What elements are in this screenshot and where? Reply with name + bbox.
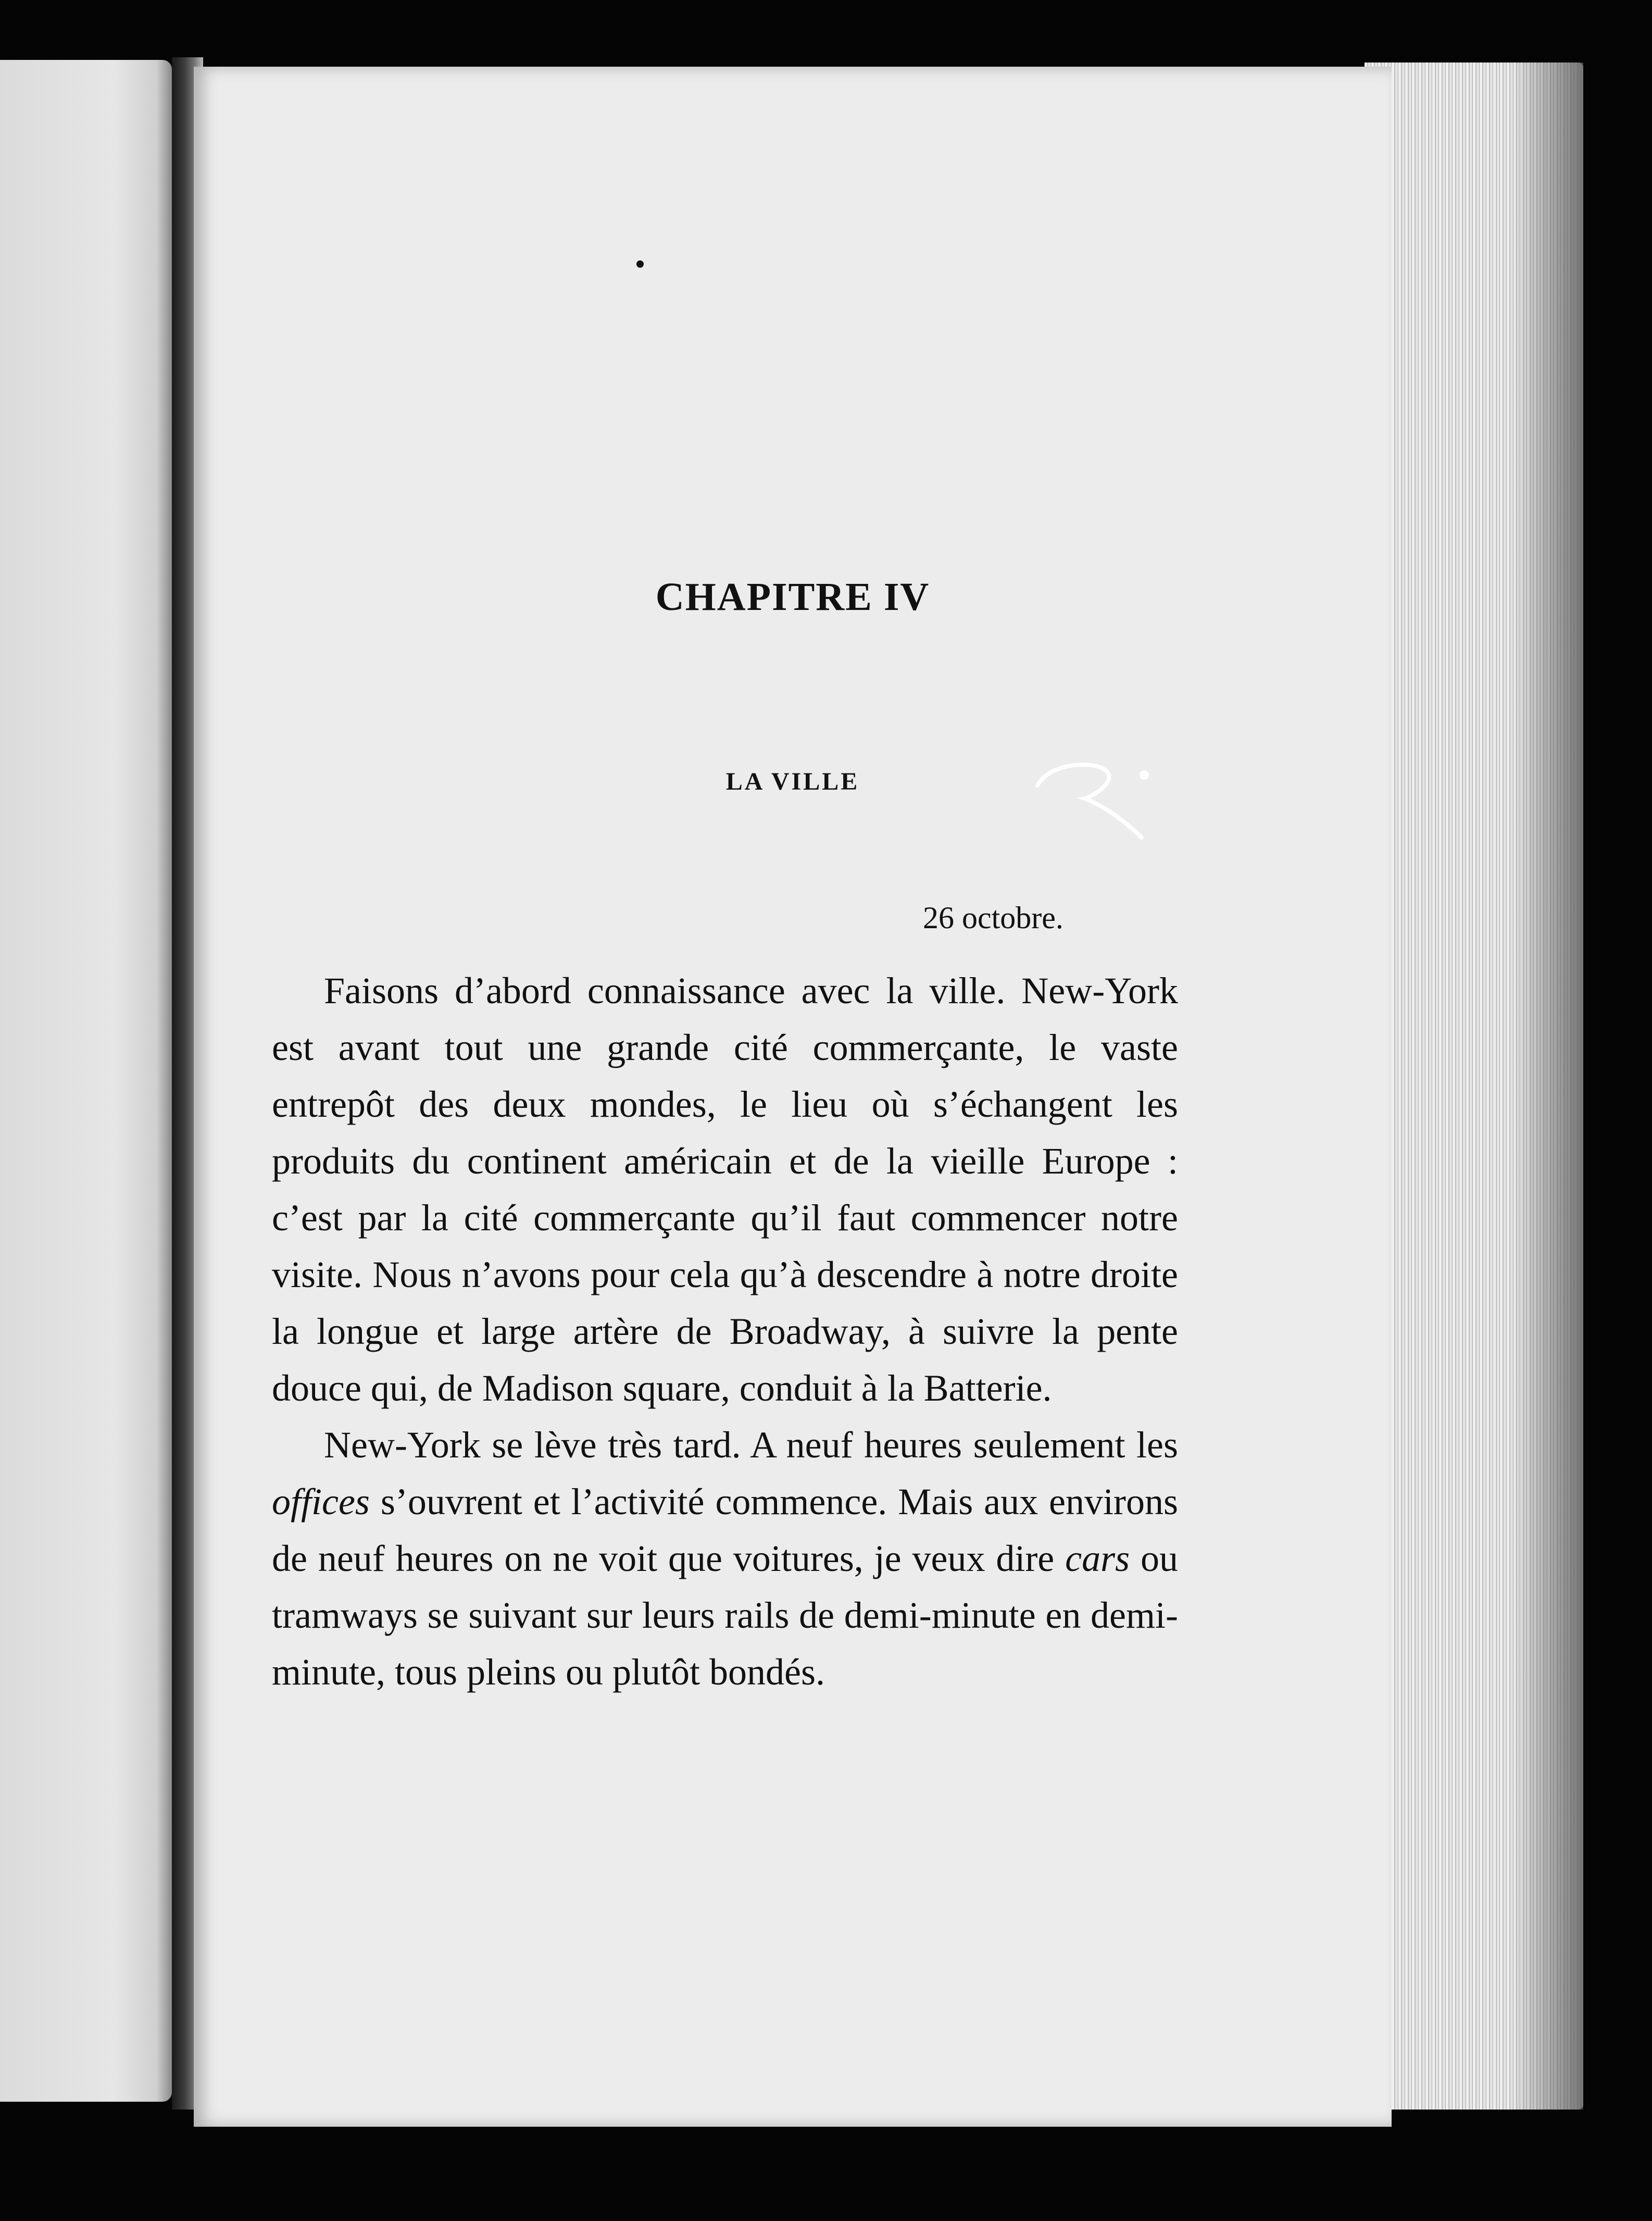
paragraph-2-part-3: ou tramways se suivant sur leurs rails de demi-minute en demi-minute, tous pleins ou plutôt bondés.	[272, 1538, 1178, 1693]
section-title: LA VILLE	[725, 768, 860, 795]
paragraph-2-part-2: s’ouvrent et l’activité commence. Mais aux environs de neuf heures on ne voit que voitures, je veux dire	[272, 1481, 1178, 1579]
page-stack-edges	[1365, 63, 1583, 2110]
ink-speck	[636, 260, 644, 268]
chapter-title: CHAPITRE IV	[655, 575, 930, 619]
right-page	[194, 67, 1392, 2127]
italic-offices: offices	[272, 1481, 370, 1523]
body-text	[272, 963, 1178, 1701]
paragraph-2-part-1: New-York se lève très tard. A neuf heures seulement les	[324, 1424, 1178, 1466]
paragraph-2	[272, 1417, 1178, 1701]
left-page-edge	[0, 60, 172, 2102]
paragraph-1: Faisons d’abord connaissance avec la ville. New-York est avant tout une grande cité commerçante, le vaste entrepôt des deux mondes, le lieu où s’échangent les produits du continent américain et de la vieille Europe : c’est par la cité commerçante qu’il faut commencer notre visite. Nous n’avons pour cela qu’à descendre à notre droite la longue et large artère de Broadway, à suivre la pente douce qui, de Madison square, conduit à la Batterie.	[272, 970, 1178, 1409]
italic-cars: cars	[1065, 1538, 1130, 1579]
pencil-mark-icon	[1027, 754, 1152, 848]
date-line: 26 octobre.	[923, 901, 1063, 935]
